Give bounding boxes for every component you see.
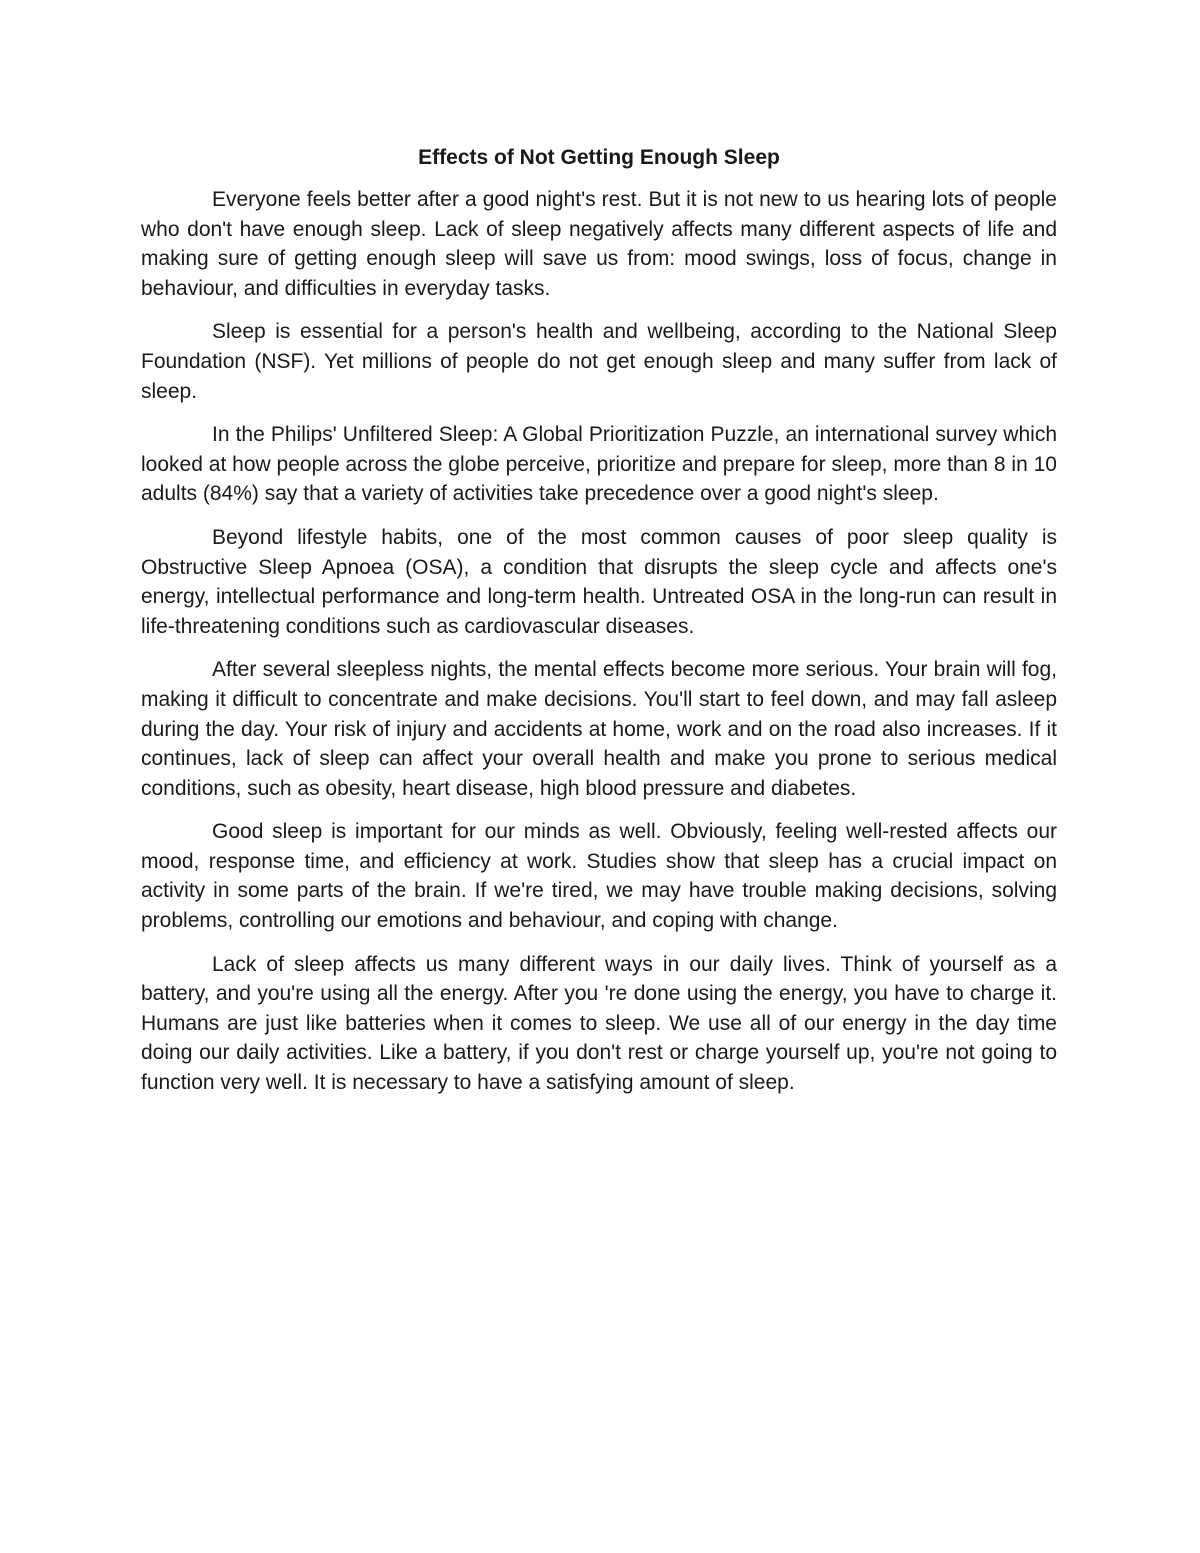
paragraph-6: Good sleep is important for our minds as well. Obviously, feeling well-rested affects our mood, response time, and efficiency at work. Studies show that sleep has a crucial impact on activity in some parts of the brain. If we're tired, we may have trouble making decisions, solving problems, controlling our emotions and behaviour, and coping with change.: [141, 820, 1057, 933]
paragraph-3: In the Philips' Unfiltered Sleep: A Global Prioritization Puzzle, an international survey which looked at how people across the globe perceive, prioritize and prepare for sleep, more than 8 in 10 adults (84%) say that a variety of activities take precedence over a good night's sleep.: [141, 423, 1057, 506]
paragraph-1: Everyone feels better after a good night's rest. But it is not new to us hearing lots of people who don't have enough sleep. Lack of sleep negatively affects many different aspects of life and making sure of getting enough sleep will save us from: mood swings, loss of focus, change in behaviour, and difficulties in everyday tasks.: [141, 188, 1057, 300]
paragraph-5: After several sleepless nights, the mental effects become more serious. Your brain will fog, making it difficult to concentrate and make decisions. You'll start to feel down, and may fall asleep during the day. Your risk of injury and accidents at home, work and on the road also increases. If it continues, lack of sleep can affect your overall health and make you prone to serious medical conditions, such as obesity, heart disease, high blood pressure and diabetes.: [141, 658, 1057, 800]
document-body: [141, 144, 1057, 1098]
document-title: Effects of Not Getting Enough Sleep: [418, 146, 780, 169]
paragraph-7: Lack of sleep affects us many different ways in our daily lives. Think of yourself as a battery, and you're using all the energy. After you 're done using the energy, you have to charge it. Humans are just like batteries when it comes to sleep. We use all of our energy in the day time doing our daily activities. Like a battery, if you don't rest or charge yourself up, you're not going to function very well. It is necessary to have a satisfying amount of sleep.: [141, 952, 1057, 1095]
paragraph-4: Beyond lifestyle habits, one of the most common causes of poor sleep quality is Obstructive Sleep Apnoea (OSA), a condition that disrupts the sleep cycle and affects one's energy, intellectual performance and long-term health. Untreated OSA in the long-run can result in life-threatening conditions such as cardiovascular diseases.: [141, 525, 1057, 638]
paragraph-2: Sleep is essential for a person's health and wellbeing, according to the National Sleep Foundation (NSF). Yet millions of people do not get enough sleep and many suffer from lack of sleep.: [141, 320, 1057, 403]
